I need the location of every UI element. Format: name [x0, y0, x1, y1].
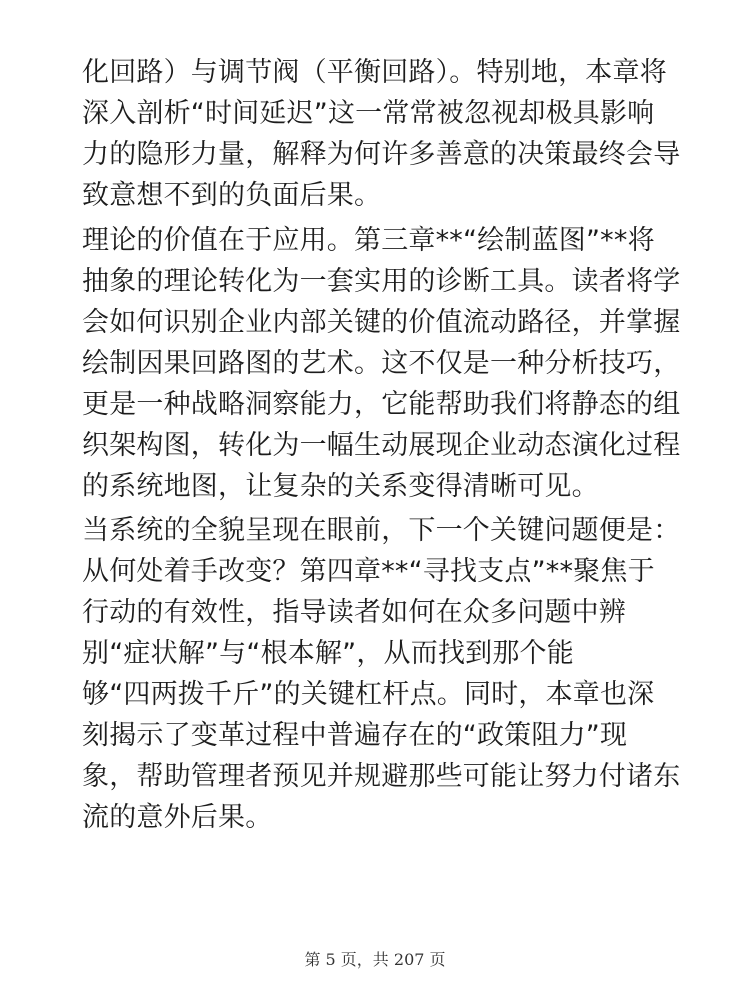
- text-line: 理论的价值在于应用。第三章**“绘制蓝图”**将: [82, 225, 655, 256]
- paragraph-1: [82, 52, 682, 216]
- text-line: 抽象的理论转化为一套实用的诊断工具。读者将学: [82, 266, 681, 297]
- text-line: 当系统的全貌呈现在眼前，下一个关键问题便是：: [82, 515, 681, 546]
- text-line: 致意想不到的负面后果。: [82, 180, 382, 211]
- text-line: 深入剖析“时间延迟”这一常常被忽视却极具影响: [82, 98, 655, 129]
- text-line: 会如何识别企业内部关键的价值流动路径，并掌握: [82, 307, 681, 338]
- text-line: 别“症状解”与“根本解”，从而找到那个能: [82, 638, 574, 669]
- text-line: 够“四两拨千斤”的关键杠杆点。同时，本章也深: [82, 679, 655, 710]
- text-line: 刻揭示了变革过程中普遍存在的“政策阻力”现: [82, 720, 628, 751]
- text-line: 绘制因果回路图的艺术。这不仅是一种分析技巧，: [82, 348, 681, 379]
- page-number-footer: 第 5 页，共 207 页: [304, 950, 446, 969]
- paragraph-2: [82, 220, 682, 507]
- text-line: 力的隐形力量，解释为何许多善意的决策最终会导: [82, 139, 681, 170]
- text-line: 流的意外后果。: [82, 802, 273, 833]
- text-line: 从何处着手改变？第四章**“寻找支点”**聚焦于: [82, 556, 655, 587]
- text-line: 象，帮助管理者预见并规避那些可能让努力付诸东: [82, 761, 681, 792]
- text-line: 化回路）与调节阀（平衡回路）。特别地，本章将: [82, 57, 667, 88]
- text-line: 行动的有效性，指导读者如何在众多问题中辨: [82, 597, 626, 628]
- text-line: 的系统地图，让复杂的关系变得清晰可见。: [82, 471, 599, 502]
- paragraph-3: [82, 510, 682, 838]
- text-line: 织架构图，转化为一幅生动展现企业动态演化过程: [82, 430, 681, 461]
- text-line: 更是一种战略洞察能力，它能帮助我们将静态的组: [82, 389, 681, 420]
